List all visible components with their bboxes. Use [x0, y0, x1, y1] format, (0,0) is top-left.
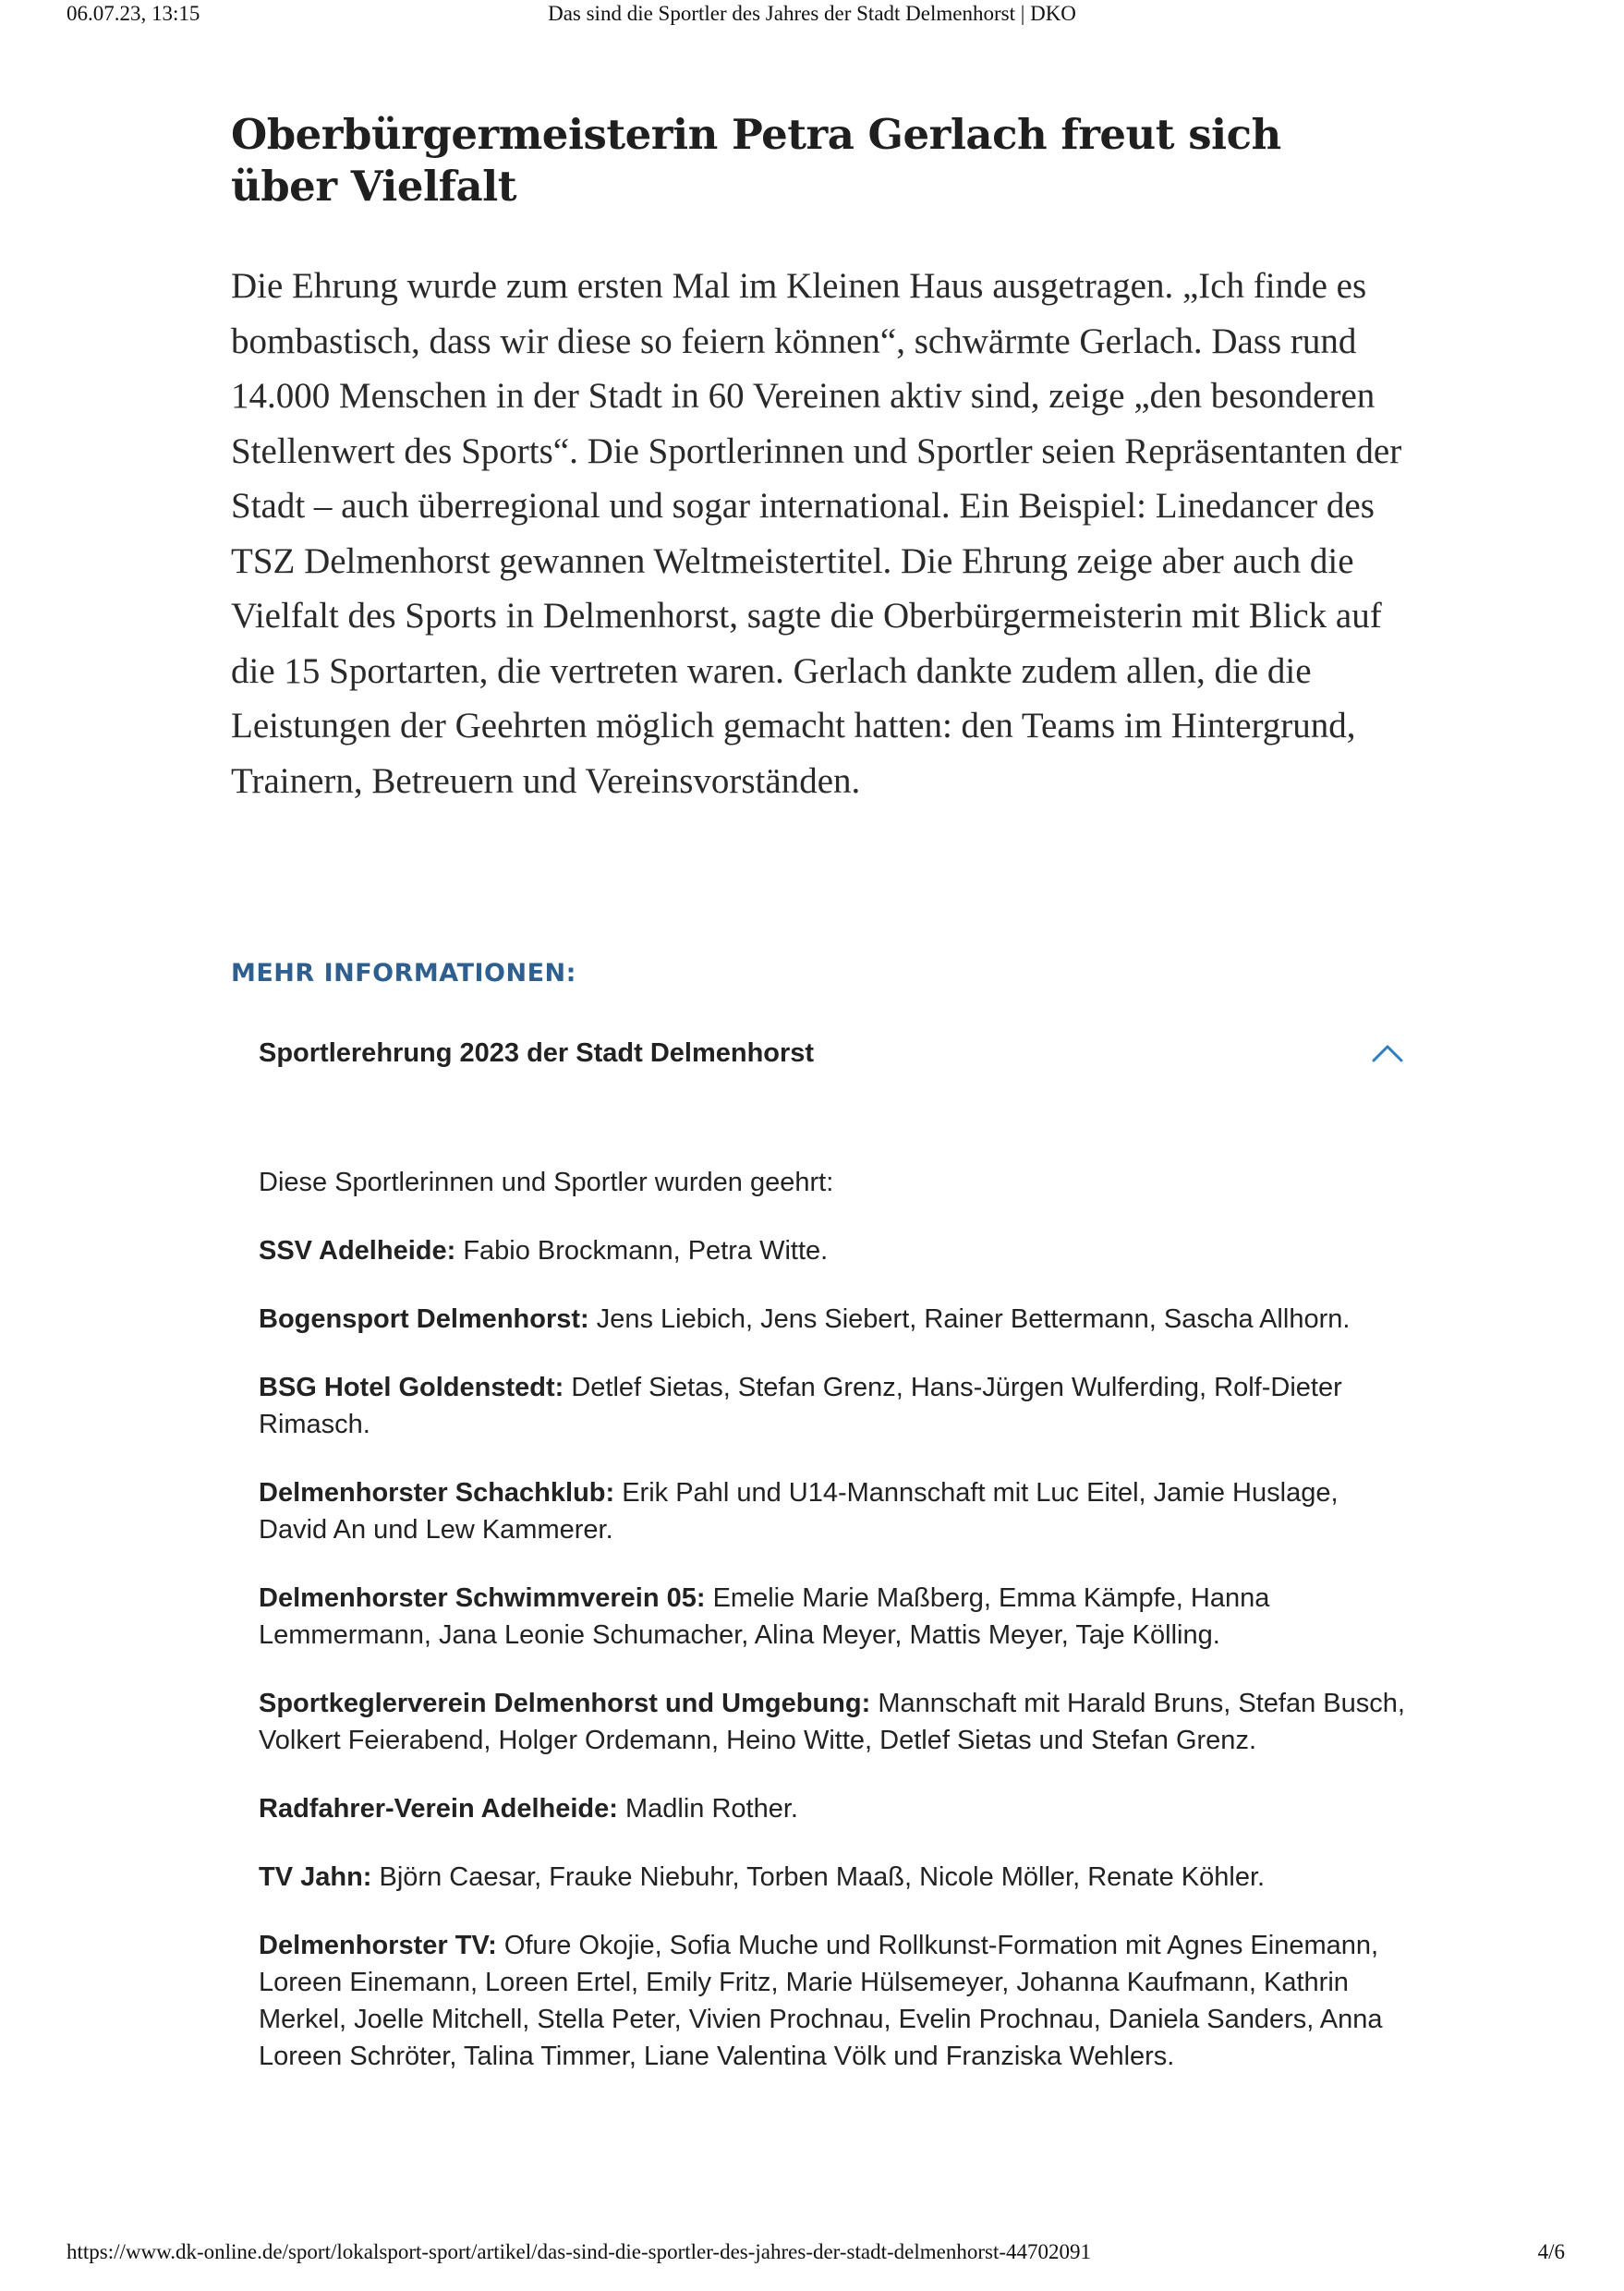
- club-name: Delmenhorster TV:: [259, 1931, 497, 1960]
- honoree-names: Jens Liebich, Jens Siebert, Rainer Bettermann, Sascha Allhorn.: [588, 1304, 1351, 1334]
- accordion-content: [259, 1164, 1413, 2106]
- more-info-box: [231, 959, 1432, 2071]
- honoree-entry: [259, 1580, 1413, 1654]
- accordion-title: Sportlerehrung 2023 der Stadt Delmenhorst: [259, 1038, 815, 1068]
- print-page-title: Das sind die Sportler des Jahres der Stadt Delmenhorst | DKO: [548, 2, 1076, 25]
- honoree-entry: [259, 1301, 1413, 1338]
- club-name: Radfahrer-Verein Adelheide:: [259, 1794, 618, 1824]
- club-name: Delmenhorster Schwimmverein 05:: [259, 1583, 706, 1613]
- club-name: Bogensport Delmenhorst:: [259, 1304, 589, 1334]
- honoree-names: Fabio Brockmann, Petra Witte.: [455, 1236, 829, 1266]
- print-footer: [0, 2240, 1624, 2277]
- honoree-entry: [259, 1790, 1413, 1827]
- article-subheading: Oberbürgermeisterin Petra Gerlach freut sich über Vielfalt: [231, 110, 1281, 211]
- print-header: [0, 0, 1624, 37]
- honorees-intro: Diese Sportlerinnen und Sportler wurden geehrt:: [259, 1168, 834, 1197]
- print-datetime: 06.07.23, 13:15: [67, 2, 200, 25]
- print-url: https://www.dk-online.de/sport/lokalsport-sport/artikel/das-sind-die-sportler-des-jahres-der-stadt-delmenhorst-44702091: [67, 2240, 1091, 2263]
- more-info-heading: MEHR INFORMATIONEN:: [231, 959, 576, 988]
- club-name: Sportkeglerverein Delmenhorst und Umgebung:: [259, 1689, 871, 1718]
- honoree-entry: [259, 1474, 1413, 1548]
- article-section: [231, 109, 1432, 808]
- honoree-entry: [259, 1685, 1413, 1759]
- honoree-names: Erik Pahl und U14-Mannschaft mit Luc Eitel, Jamie Huslage, David An und Lew Kammerer.: [259, 1478, 1339, 1545]
- honoree-entry: [259, 1232, 1413, 1269]
- honoree-entry: [259, 1369, 1413, 1443]
- print-page-number: 4/6: [1537, 2240, 1565, 2263]
- honoree-names: Madlin Rother.: [617, 1794, 798, 1824]
- honoree-names: Ofure Okojie, Sofia Muche und Rollkunst-Formation mit Agnes Einemann, Loreen Einemann, Loreen Ertel, Emily Fritz, Marie Hülsemeyer, Johanna Kaufmann, Kathrin Merkel, Joelle Mitchell, Stella Peter, Vivien Prochnau, Evelin Prochnau, Daniela Sanders, Anna Loreen Schröter, Talina Timmer, Liane Valentina Völk und Franziska Wehlers.: [259, 1931, 1383, 2071]
- club-name: TV Jahn:: [259, 1862, 372, 1892]
- honoree-names: Mannschaft mit Harald Bruns, Stefan Busch, Volkert Feierabend, Holger Ordemann, Heino Witte, Detlef Sietas und Stefan Grenz.: [259, 1689, 1405, 1755]
- honoree-names: Emelie Marie Maßberg, Emma Kämpfe, Hanna Lemmermann, Jana Leonie Schumacher, Alina Meyer, Mattis Meyer, Taje Kölling.: [259, 1583, 1270, 1650]
- club-name: BSG Hotel Goldenstedt:: [259, 1373, 564, 1402]
- honoree-entry: [259, 1859, 1413, 1896]
- honoree-names: Björn Caesar, Frauke Niebuhr, Torben Maaß, Nicole Möller, Renate Köhler.: [371, 1862, 1266, 1892]
- article-paragraph: Die Ehrung wurde zum ersten Mal im Kleinen Haus ausgetragen. „Ich finde es bombastisch, dass wir diese so feiern können“, schwärmte Gerlach. Dass rund 14.000 Menschen in der Stadt in 60 Vereinen aktiv sind, zeige „den besonderen Stellenwert des Sports“. Die Sportlerinnen und Sportler seien Repräsentanten der Stadt – auch überregional und sogar international. Ein Beispiel: Linedancer des TSZ Delmenhorst gewannen Weltmeistertitel. Die Ehrung zeige aber auch die Vielfalt des Sports in Delmenhorst, sagte die Oberbürgermeisterin mit Blick auf die 15 Sportarten, die vertreten waren. Gerlach dankte zudem allen, die die Leistungen der Geehrten möglich gemacht hatten: den Teams im Hintergrund, Trainern, Betreuern und Vereinsvorständen.: [231, 266, 1402, 801]
- club-name: SSV Adelheide:: [259, 1236, 456, 1266]
- honoree-entry: [259, 1927, 1413, 2075]
- honoree-names: Detlef Sietas, Stefan Grenz, Hans-Jürgen Wulferding, Rolf-Dieter Rimasch.: [259, 1373, 1342, 1439]
- club-name: Delmenhorster Schachklub:: [259, 1478, 615, 1508]
- accordion-toggle[interactable]: [259, 1038, 1404, 1085]
- chevron-up-icon[interactable]: [1371, 1042, 1404, 1064]
- honorees-list: [259, 1232, 1413, 2075]
